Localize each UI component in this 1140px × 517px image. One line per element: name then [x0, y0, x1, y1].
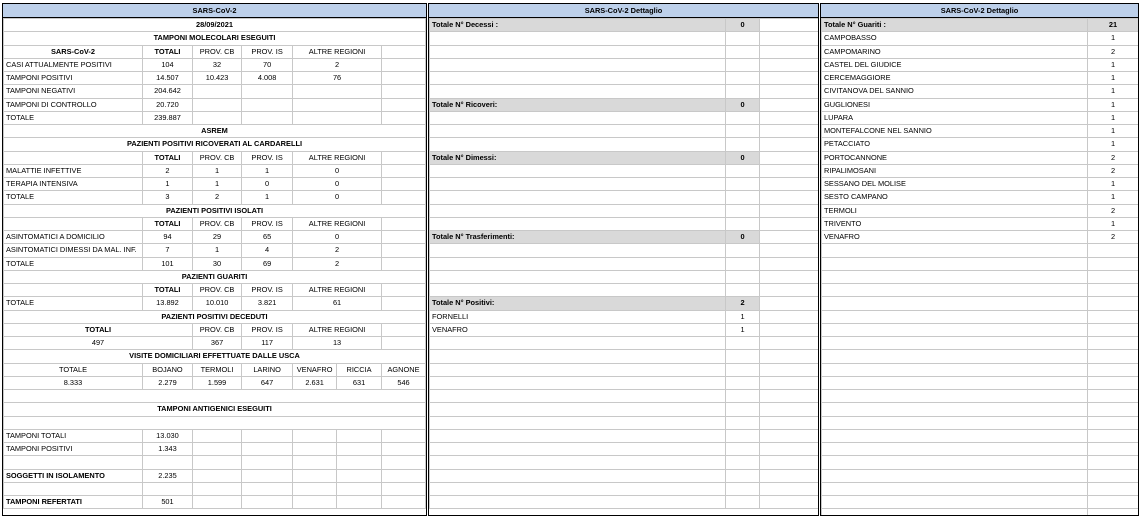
table-row — [4, 111, 426, 124]
cell-value: 3 — [142, 191, 192, 204]
list-item — [822, 217, 1139, 230]
column-header: TOTALI — [142, 151, 192, 164]
trasferimenti-row — [430, 231, 819, 244]
column-header: LARINO — [242, 363, 293, 376]
list-item — [822, 45, 1139, 58]
table-row — [4, 98, 426, 111]
decessi-row — [430, 19, 819, 32]
cell-value: 1 — [726, 310, 760, 323]
municipality-name: TERMOLI — [822, 204, 1088, 217]
cell-value: 1 — [1088, 217, 1139, 230]
cell-value: 1 — [1088, 98, 1139, 111]
cell-value: 497 — [4, 337, 193, 350]
cell-value: 367 — [193, 337, 242, 350]
cell-value: 0 — [293, 178, 382, 191]
municipality-name: CERCEMAGGIORE — [822, 72, 1088, 85]
column-header: ALTRE REGIONI — [293, 217, 382, 230]
table-row — [4, 72, 426, 85]
table-row — [4, 244, 426, 257]
section-title: TAMPONI MOLECOLARI ESEGUITI — [4, 32, 426, 45]
column-header: PROV. IS — [242, 323, 293, 336]
cell-value: 1 — [193, 244, 242, 257]
cell-value: 1 — [1088, 85, 1139, 98]
municipality-name: MONTEFALCONE NEL SANNIO — [822, 125, 1088, 138]
cell-value: 0 — [726, 19, 760, 32]
row-label: TAMPONI POSITIVI — [4, 443, 143, 456]
municipality-name: CAMPOBASSO — [822, 32, 1088, 45]
column-header: RICCIA — [337, 363, 382, 376]
municipality-name: SESTO CAMPANO — [822, 191, 1088, 204]
column-header: PROV. CB — [193, 323, 242, 336]
summary-table — [3, 18, 426, 509]
cell-value: 94 — [142, 231, 192, 244]
cell-value: 76 — [293, 72, 382, 85]
cell-value: 2 — [293, 58, 382, 71]
municipality-name: FORNELLI — [430, 310, 726, 323]
cell-value: 2.235 — [142, 469, 192, 482]
cell-value: 7 — [142, 244, 192, 257]
ricoveri-row — [430, 98, 819, 111]
cell-value: 10.423 — [193, 72, 242, 85]
detail-panel-header: SARS-CoV-2 Dettaglio — [821, 4, 1138, 18]
municipality-name: VENAFRO — [822, 231, 1088, 244]
municipality-name: CAMPOMARINO — [822, 45, 1088, 58]
list-item — [822, 204, 1139, 217]
table-row — [4, 376, 426, 389]
table-row — [4, 85, 426, 98]
cell-value: 0 — [726, 151, 760, 164]
column-header: TOTALE — [4, 363, 143, 376]
column-header: PROV. IS — [242, 45, 293, 58]
list-item — [430, 310, 819, 323]
column-header: TOTALI — [142, 45, 192, 58]
column-header: ALTRE REGIONI — [293, 151, 382, 164]
list-item — [822, 231, 1139, 244]
column-header: PROV. CB — [193, 217, 242, 230]
cell-value: 239.887 — [142, 111, 192, 124]
cell-value: 1 — [1088, 32, 1139, 45]
row-label: TOTALE — [4, 257, 143, 270]
cell-value: 1 — [1088, 178, 1139, 191]
column-header: PROV. CB — [193, 45, 242, 58]
table-row — [4, 496, 426, 509]
column-header: PROV. IS — [242, 217, 293, 230]
cell-value: 1 — [1088, 111, 1139, 124]
municipality-name: CASTEL DEL GIUDICE — [822, 58, 1088, 71]
table-row — [4, 257, 426, 270]
cell-value: 69 — [242, 257, 293, 270]
table-row — [4, 164, 426, 177]
municipality-name: PETACCIATO — [822, 138, 1088, 151]
cell-value: 1 — [142, 178, 192, 191]
column-header: ALTRE REGIONI — [293, 284, 382, 297]
cell-value: 2 — [726, 297, 760, 310]
cell-value: 4.008 — [242, 72, 293, 85]
row-label: TOTALE — [4, 111, 143, 124]
list-item — [822, 151, 1139, 164]
dimessi-row — [430, 151, 819, 164]
row-label: Totale N° Trasferimenti: — [430, 231, 726, 244]
cell-value: 546 — [382, 376, 426, 389]
municipality-name: PORTOCANNONE — [822, 151, 1088, 164]
cell-value: 0 — [726, 98, 760, 111]
cell-value: 2 — [293, 244, 382, 257]
cell-value: 117 — [242, 337, 293, 350]
cell-value: 0 — [242, 178, 293, 191]
cell-value: 0 — [293, 231, 382, 244]
row-label: Totale N° Dimessi: — [430, 151, 726, 164]
table-row — [4, 231, 426, 244]
cell-value: 14.507 — [142, 72, 192, 85]
list-item — [822, 125, 1139, 138]
cell-value: 104 — [142, 58, 192, 71]
recovered-table — [821, 18, 1139, 516]
list-item — [822, 164, 1139, 177]
row-label: Totale N° Ricoveri: — [430, 98, 726, 111]
summary-panel — [2, 3, 427, 516]
row-label: CASI ATTUALMENTE POSITIVI — [4, 58, 143, 71]
section-title: PAZIENTI POSITIVI DECEDUTI — [4, 310, 426, 323]
detail-panel-recovered — [820, 3, 1139, 516]
row-label: TAMPONI REFERTATI — [4, 496, 143, 509]
column-header: PROV. IS — [242, 151, 293, 164]
cell-value: 1 — [242, 191, 293, 204]
cell-value: 647 — [242, 376, 293, 389]
list-item — [822, 85, 1139, 98]
cell-value: 13 — [293, 337, 382, 350]
cell-value: 1 — [726, 323, 760, 336]
municipality-name: SESSANO DEL MOLISE — [822, 178, 1088, 191]
list-item — [822, 178, 1139, 191]
cell-value: 70 — [242, 58, 293, 71]
cell-value: 2 — [193, 191, 242, 204]
cell-value: 20.720 — [142, 98, 192, 111]
row-label: TOTALE — [4, 191, 143, 204]
table-row — [4, 58, 426, 71]
cell-value: 8.333 — [4, 376, 143, 389]
row-label: TERAPIA INTENSIVA — [4, 178, 143, 191]
cell-value: 61 — [293, 297, 382, 310]
cell-value: 2 — [142, 164, 192, 177]
row-label: Totale N° Positivi: — [430, 297, 726, 310]
municipality-name: CIVITANOVA DEL SANNIO — [822, 85, 1088, 98]
table-row — [4, 178, 426, 191]
column-header: PROV. CB — [193, 151, 242, 164]
cell-value: 1 — [1088, 125, 1139, 138]
table-row — [4, 469, 426, 482]
cell-value: 1.343 — [142, 443, 192, 456]
cell-value: 0 — [726, 231, 760, 244]
cell-value: 631 — [337, 376, 382, 389]
cell-value: 2.631 — [293, 376, 337, 389]
municipality-name: LUPARA — [822, 111, 1088, 124]
table-row — [4, 191, 426, 204]
summary-panel-header: SARS-CoV-2 — [3, 4, 426, 18]
row-label: ASINTOMATICI DIMESSI DA MAL. INF. — [4, 244, 143, 257]
row-label: TAMPONI POSITIVI — [4, 72, 143, 85]
municipality-name: RIPALIMOSANI — [822, 164, 1088, 177]
list-item — [822, 111, 1139, 124]
report-date: 28/09/2021 — [4, 19, 426, 32]
cell-value: 501 — [142, 496, 192, 509]
column-header: PROV. IS — [242, 284, 293, 297]
row-label: SOGGETTI IN ISOLAMENTO — [4, 469, 143, 482]
list-item — [822, 98, 1139, 111]
cell-value: 1.599 — [193, 376, 242, 389]
column-header: ALTRE REGIONI — [293, 323, 382, 336]
cell-value: 13.892 — [142, 297, 192, 310]
municipality-name: GUGLIONESI — [822, 98, 1088, 111]
section-title: PAZIENTI POSITIVI RICOVERATI AL CARDARELLI — [4, 138, 426, 151]
detail-panel-events — [428, 3, 819, 516]
cell-value: 2 — [1088, 45, 1139, 58]
row-label: TOTALE — [4, 297, 143, 310]
cell-value: 1 — [193, 164, 242, 177]
column-header: TOTALI — [142, 284, 192, 297]
table-row — [4, 429, 426, 442]
cell-value: 21 — [1088, 19, 1139, 32]
column-header: TOTALI — [142, 217, 192, 230]
table-row — [4, 297, 426, 310]
row-label: TAMPONI DI CONTROLLO — [4, 98, 143, 111]
cell-value: 32 — [193, 58, 242, 71]
guariti-total-row — [822, 19, 1139, 32]
row-label: Totale N° Guariti : — [822, 19, 1088, 32]
cell-value: 1 — [1088, 138, 1139, 151]
cell-value: 0 — [293, 164, 382, 177]
row-label: MALATTIE INFETTIVE — [4, 164, 143, 177]
cell-value: 2 — [293, 257, 382, 270]
row-label: ASINTOMATICI A DOMICILIO — [4, 231, 143, 244]
cell-value: 2 — [1088, 204, 1139, 217]
cell-value: 2 — [1088, 164, 1139, 177]
section-title: PAZIENTI GUARITI — [4, 270, 426, 283]
cell-value: 2.279 — [142, 376, 192, 389]
row-label: TAMPONI NEGATIVI — [4, 85, 143, 98]
cell-value: 30 — [193, 257, 242, 270]
section-title: TAMPONI ANTIGENICI ESEGUITI — [4, 403, 426, 416]
detail-panel-header: SARS-CoV-2 Dettaglio — [429, 4, 818, 18]
cell-value: 101 — [142, 257, 192, 270]
list-item — [822, 58, 1139, 71]
positivi-row — [430, 297, 819, 310]
cell-value: 4 — [242, 244, 293, 257]
cell-value: 1 — [1088, 72, 1139, 85]
cell-value: 204.642 — [142, 85, 192, 98]
column-header: ALTRE REGIONI — [293, 45, 382, 58]
cell-value: 1 — [1088, 191, 1139, 204]
detail-events-table — [429, 18, 819, 509]
column-header: VENAFRO — [293, 363, 337, 376]
cell-value: 65 — [242, 231, 293, 244]
cell-value: 10.010 — [193, 297, 242, 310]
column-header: TOTALI — [4, 323, 193, 336]
cell-value: 1 — [193, 178, 242, 191]
list-item — [822, 191, 1139, 204]
cell-value: 1 — [242, 164, 293, 177]
list-item — [822, 32, 1139, 45]
row-label: TAMPONI TOTALI — [4, 429, 143, 442]
column-header: AGNONE — [382, 363, 426, 376]
cell-value: 2 — [1088, 231, 1139, 244]
list-item — [822, 138, 1139, 151]
column-header: PROV. CB — [193, 284, 242, 297]
row-label: Totale N° Decessi : — [430, 19, 726, 32]
cell-value: 0 — [293, 191, 382, 204]
column-header: BOJANO — [142, 363, 192, 376]
section-title: VISITE DOMICILIARI EFFETTUATE DALLE USCA — [4, 350, 426, 363]
section-title: PAZIENTI POSITIVI ISOLATI — [4, 204, 426, 217]
table-row — [4, 337, 426, 350]
cell-value: 29 — [193, 231, 242, 244]
cell-value: 3.821 — [242, 297, 293, 310]
list-item — [430, 323, 819, 336]
column-header: SARS-CoV-2 — [4, 45, 143, 58]
list-item — [822, 72, 1139, 85]
table-row — [4, 443, 426, 456]
cell-value: 13.030 — [142, 429, 192, 442]
municipality-name: VENAFRO — [430, 323, 726, 336]
column-header: TERMOLI — [193, 363, 242, 376]
cell-value: 2 — [1088, 151, 1139, 164]
asrem-title: ASREM — [4, 125, 426, 138]
cell-value: 1 — [1088, 58, 1139, 71]
municipality-name: TRIVENTO — [822, 217, 1088, 230]
